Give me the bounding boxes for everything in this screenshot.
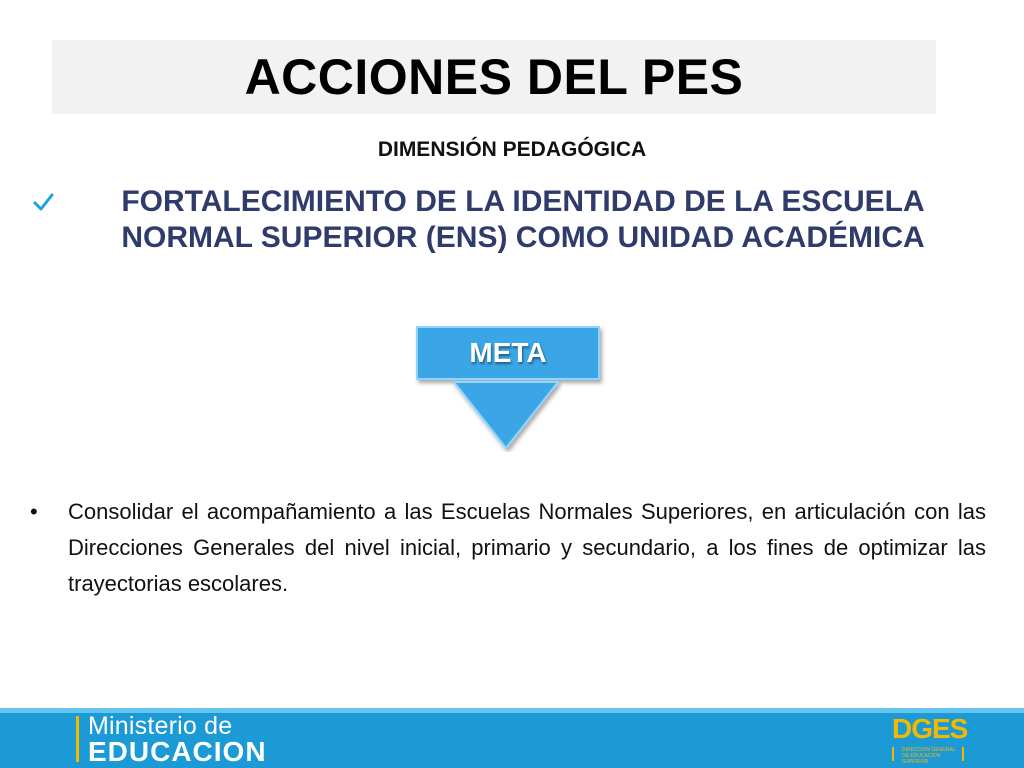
bullet-icon: • xyxy=(30,499,38,524)
ministry-logo-line1: Ministerio de xyxy=(88,712,233,740)
footer-divider xyxy=(76,716,79,762)
bullet-text: Consolidar el acompañamiento a las Escuelas Normales Superiores, en articulación con las Direcciones Generales del nivel inicial, primario y secundario, a los fines de optimizar las trayectorias escolares. xyxy=(68,499,986,596)
ministry-logo-line2: EDUCACION xyxy=(88,736,267,767)
dimension-heading: DIMENSIÓN PEDAGÓGICA xyxy=(377,138,647,161)
meta-graphic xyxy=(410,322,610,454)
dges-bar-left xyxy=(892,747,894,761)
meta-box xyxy=(416,326,600,380)
dges-bar-right xyxy=(962,747,964,761)
objective-item xyxy=(28,184,988,256)
check-icon xyxy=(28,192,58,212)
slide-title: ACCIONES DEL PES xyxy=(244,49,744,105)
meta-label: META xyxy=(469,337,547,368)
bullet-item xyxy=(30,494,986,602)
dges-logo-text: DGES xyxy=(892,713,968,744)
objective-text: FORTALECIMIENTO DE LA IDENTIDAD DE LA ESCUELA NORMAL SUPERIOR (ENS) COMO UNIDAD ACADÉMICA xyxy=(121,185,925,254)
title-box xyxy=(52,40,936,114)
arrow-down-icon xyxy=(450,380,562,452)
dges-logo-subtext: DIRECCION GENERAL DE EDUCACION SUPERIOR xyxy=(902,747,956,765)
dges-logo xyxy=(888,713,968,765)
